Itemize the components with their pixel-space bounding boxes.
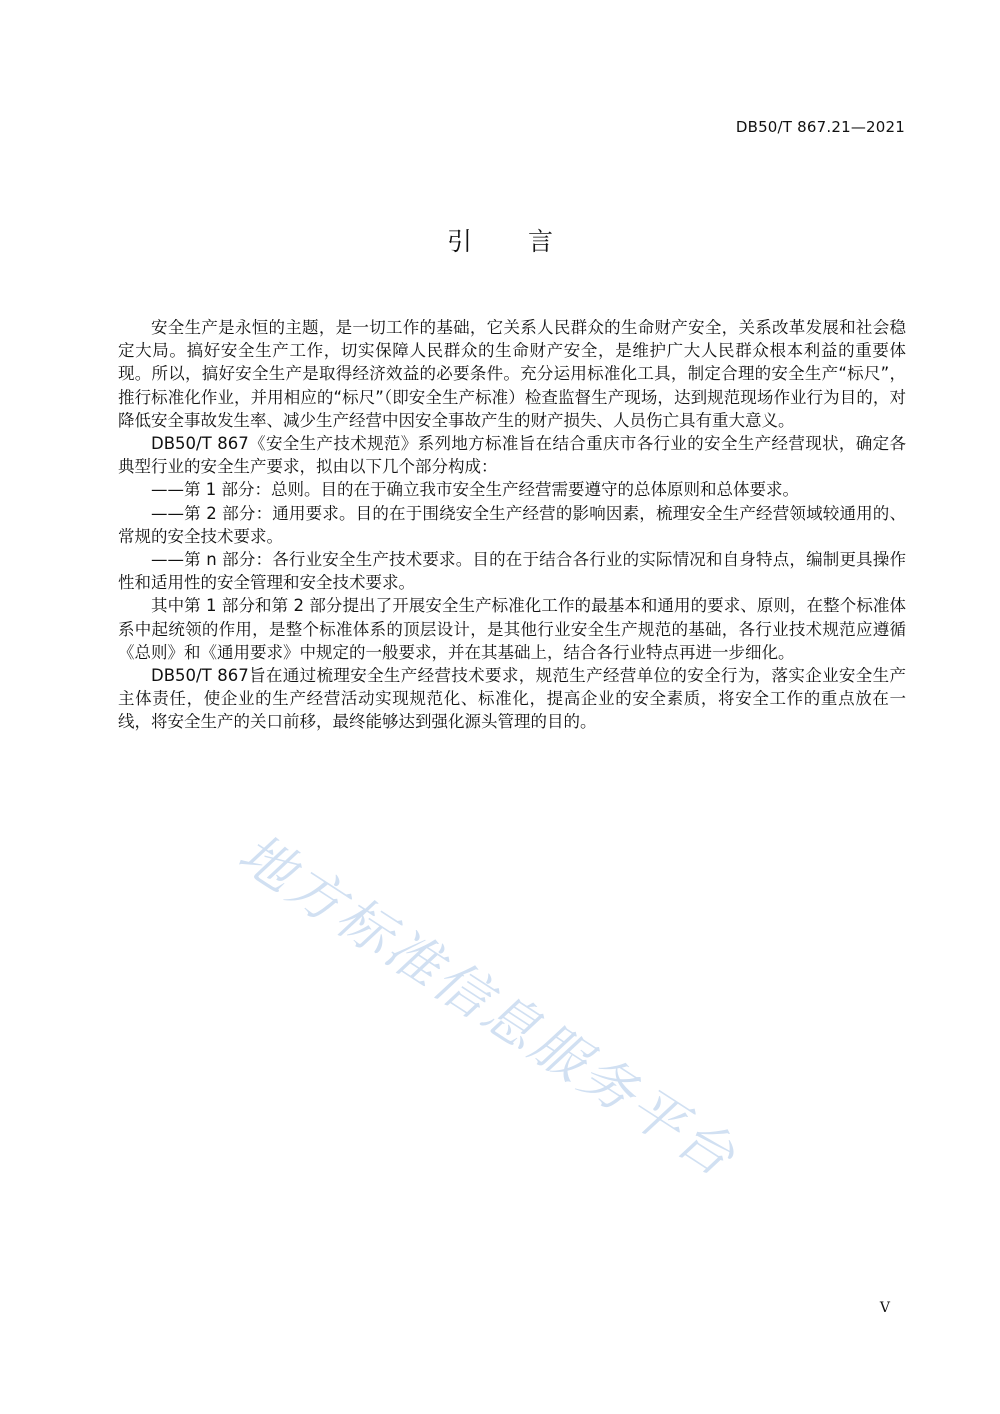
page-title: 引言 [446,227,609,256]
list-item: ——第 1 部分：总则。目的在于确立我市安全生产经营需要遵守的总体原则和总体要求。 [151,480,799,500]
list-item: ——第 2 部分：通用要求。目的在于围绕安全生产经营的影响因素，梳理安全生产经营领域较通用的、常规的安全技术要求。 [118,503,906,546]
watermark: 地方标准信息服务平台 [227,821,749,1190]
paragraph: 安全生产是永恒的主题，是一切工作的基础，它关系人民群众的生命财产安全，关系改革发展和社会稳定大局。搞好安全生产工作，切实保障人民群众的生命财产安全，是维护广大人民群众根本利益的重要体现。所以，搞好安全生产是取得经济效益的必要条件。充分运用标准化工具，制定合理的安全生产“标尺”，推行标准化作业，并用相应的“标尺”（即安全生产标准）检查监督生产现场，达到规范现场作业行为目的，对降低安全事故发生率、减少生产经营中因安全事故产生的财产损失、人员伤亡具有重大意义。 [118,318,906,430]
list-item: ——第 n 部分：各行业安全生产技术要求。目的在于结合各行业的实际情况和自身特点，编制更具操作性和适用性的安全管理和安全技术要求。 [118,550,906,593]
body-text [118,316,906,734]
paragraph: DB50/T 867《安全生产技术规范》系列地方标准旨在结合重庆市各行业的安全生产经营现状，确定各典型行业的安全生产要求，拟由以下几个部分构成： [118,434,906,477]
paragraph: DB50/T 867旨在通过梳理安全生产经营技术要求，规范生产经营单位的安全行为，落实企业安全生产主体责任，使企业的生产经营活动实现规范化、标准化，提高企业的安全素质，将安全工作的重点放在一线，将安全生产的关口前移，最终能够达到强化源头管理的目的。 [118,666,906,732]
document-code: DB50/T 867.21—2021 [735,118,905,136]
page-number: V [879,1300,890,1316]
paragraph: 其中第 1 部分和第 2 部分提出了开展安全生产标准化工作的最基本和通用的要求、原则，在整个标准体系中起统领的作用，是整个标准体系的顶层设计，是其他行业安全生产规范的基础，各行业技术规范应遵循《总则》和《通用要求》中规定的一般要求，并在其基础上，结合各行业特点再进一步细化。 [118,596,906,662]
